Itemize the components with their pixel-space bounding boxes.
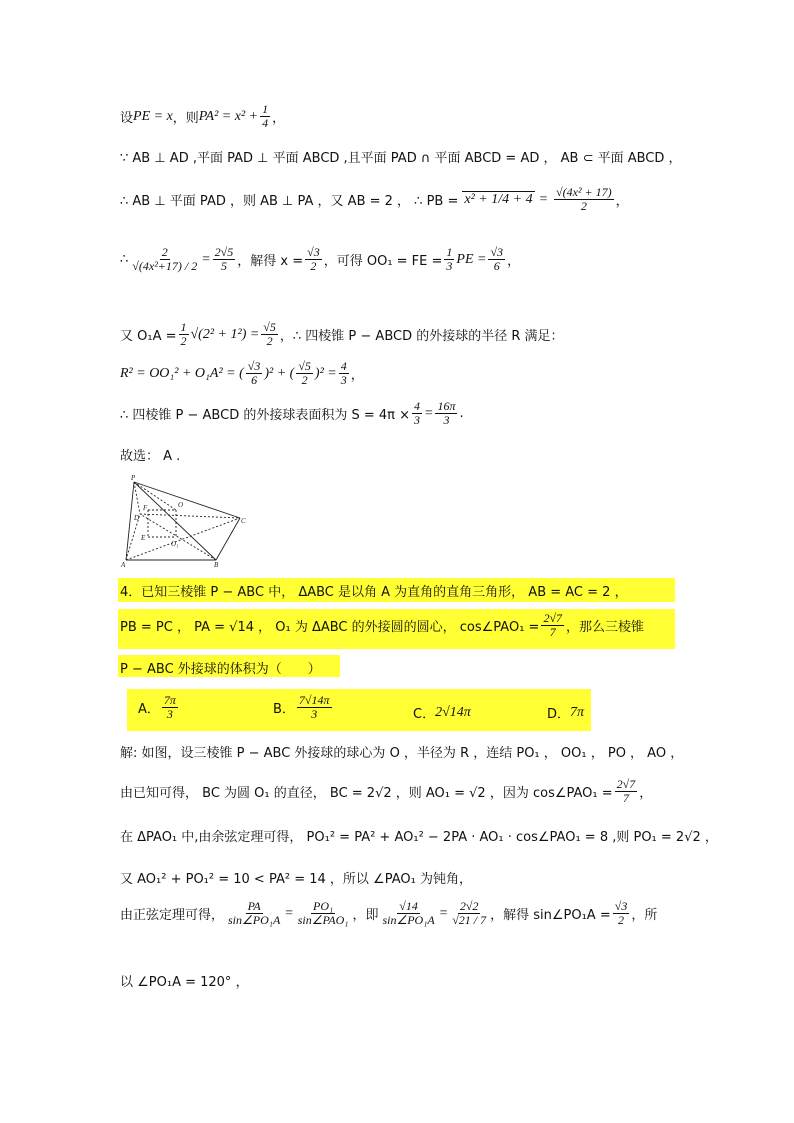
edge-pb: [134, 482, 216, 560]
label-f: F: [143, 504, 148, 512]
edge-pc: [134, 482, 240, 518]
solution-line-1: 解: 如图，设三棱锥 P − ABC 外接球的球心为 O ，半径为 R ，连结 PO₁ ， OO₁ ， PO ， AO ，: [120, 746, 684, 761]
label-b: B: [214, 561, 219, 568]
label-o1: O₁: [171, 540, 179, 548]
prev-line-1: 设 PE = x ，则 PA² = x² + $\frac{1}{4}$ ，: [120, 102, 286, 131]
prev-line-5: 又 O₁A = $\frac{1}{2}$ √(2² + 1²) = $\frac{√5}{2}$ ，∴ 四棱锥 P − ABCD 的外接球的半径 R 满足：: [120, 320, 564, 349]
label-a: A: [121, 561, 126, 568]
fraction: $\frac{4}{3}$: [414, 399, 420, 428]
fraction: $\frac{7\pi}{3}$: [163, 693, 176, 722]
prev-line-7: ∴ 四棱锥 P − ABCD 的外接球表面积为 S = 4π × $\frac{4}{3}$ = $\frac{16\pi}{3}$ .: [120, 399, 464, 428]
fraction: $\frac{2}{\text{√(4x²+17) / 2}}$: [132, 245, 198, 274]
fraction: $\frac{√5}{2}$: [298, 359, 311, 388]
prev-line-8: 故选： A .: [120, 449, 181, 464]
fraction: $\frac{2√2}{√21 / 7}$: [452, 899, 487, 928]
fraction: $\frac{4}{3}$: [340, 359, 347, 388]
line-po: [134, 482, 176, 510]
fraction: $\frac{PA}{\text{sin∠PO₁A}}$: [228, 899, 281, 928]
fraction: $\frac{√3}{2}$: [307, 245, 320, 274]
fraction: $\frac{√3}{2}$: [614, 899, 628, 928]
edge-dc: [140, 514, 240, 518]
fraction: $\frac{7√14\pi}{3}$: [298, 693, 330, 722]
prev-line-3: ∴ AB ⊥ 平面 PAD ，则 AB ⊥ PA ，又 AB = 2 ， ∴ PB = x² + 1/4 + 4 = $\frac{\text{√(4x² + 17)}}{2}$ ，: [120, 185, 629, 214]
solution-line-3: 在 ΔPAO₁ 中,由余弦定理可得， PO₁² = PA² + AO₁² − 2PA · AO₁ · cos∠PAO₁ = 8 ,则 PO₁ = 2√2 ，: [120, 830, 718, 845]
solution-line-2: 由已知可得， BC 为圆 O₁ 的直径， BC = 2√2 ，则 AO₁ = √2 ，因为 cos∠PAO₁ = $\frac{2√7}{7}$ ，: [120, 777, 653, 806]
solution-line-6: 以 ∠PO₁A = 120° ，: [120, 975, 249, 990]
option-d[interactable]: D． 7π: [547, 704, 585, 722]
prev-line-4: ∴ $\frac{2}{\text{√(4x²+17) / 2}}$ = $\frac{2√5}{5}$ ，解得 x = $\frac{√3}{2}$ ，可得 OO₁ = FE = $\frac{1}{3}$ PE = $\frac{√3}{6}$ ，: [120, 245, 521, 274]
option-a[interactable]: A． $\frac{7\pi}{3}$: [138, 693, 176, 722]
problem-line-1: 4．已知三棱锥 P − ABC 中， ΔABC 是以角 A 为直角的直角三角形， AB = AC = 2 ，: [120, 585, 628, 600]
fraction: $\frac{2√7}{7}$: [543, 611, 563, 640]
fraction: $\frac{√14}{\text{sin∠PO₁A}}$: [382, 899, 435, 928]
fraction: $\frac{16\pi}{3}$: [437, 399, 456, 428]
label-d: D: [134, 514, 140, 522]
fraction: $\frac{2√7}{7}$: [616, 777, 636, 806]
fraction: $\frac{√5}{2}$: [263, 320, 276, 349]
prev-line-2: ∵ AB ⊥ AD ,平面 PAD ⊥ 平面 ABCD ,且平面 PAD ∩ 平面 ABCD = AD ， AB ⊂ 平面 ABCD ，: [120, 151, 682, 166]
label-p: P: [131, 474, 136, 482]
label-e: E: [141, 534, 146, 542]
label-o: O: [178, 501, 184, 509]
diag-bd: [140, 514, 216, 560]
pyramid-figure: [118, 474, 246, 568]
prev-line-6: R² = OO₁² + O₁A² = ( $\frac{√3}{6}$ )² + ( $\frac{√5}{2}$ )² = $\frac{4}{3}$ ，: [120, 359, 364, 388]
fraction: $\frac{2√5}{5}$: [214, 245, 234, 274]
option-b[interactable]: B． $\frac{7√14\pi}{3}$: [273, 693, 330, 722]
edge-bc: [216, 518, 240, 560]
solution-line-4: 又 AO₁² + PO₁² = 10 < PA² = 14 ，所以 ∠PAO₁ 为钝角，: [120, 872, 472, 887]
fraction: $\frac{√3}{6}$: [490, 245, 504, 274]
fraction: $\frac{1}{2}$: [180, 320, 187, 349]
options-highlight: [127, 689, 591, 731]
solution-line-5: 由正弦定理可得， $\frac{PA}{\text{sin∠PO₁A}}$ = $\frac{\text{PO₁}}{\text{sin∠PAO₁}}$ ，即 $\frac{√14}{\text{sin∠PO₁A}}$ = $\frac{2√2}{√21 / 7}$ ，解得 sin∠PO₁A = $\frac{√3}{2}$ ，所: [120, 899, 658, 928]
fraction: $\frac{\text{PO₁}}{\text{sin∠PAO₁}}$: [297, 899, 349, 928]
fraction: $\frac{1}{4}$: [262, 102, 269, 131]
label-c: C: [241, 517, 246, 525]
problem-line-3: P − ABC 外接球的体积为（ ）: [120, 662, 321, 677]
fraction: $\frac{√3}{6}$: [247, 359, 261, 388]
fraction: $\frac{1}{3}$: [446, 245, 453, 274]
problem-line-2: PB = PC ， PA = √14 ， O₁ 为 ΔABC 的外接圆的圆心， cos∠PAO₁ = $\frac{2√7}{7}$ ，那么三棱锥: [120, 611, 645, 640]
fraction: $\frac{\text{√(4x² + 17)}}{2}$: [556, 185, 612, 214]
option-c[interactable]: C． 2√14π: [413, 704, 471, 722]
